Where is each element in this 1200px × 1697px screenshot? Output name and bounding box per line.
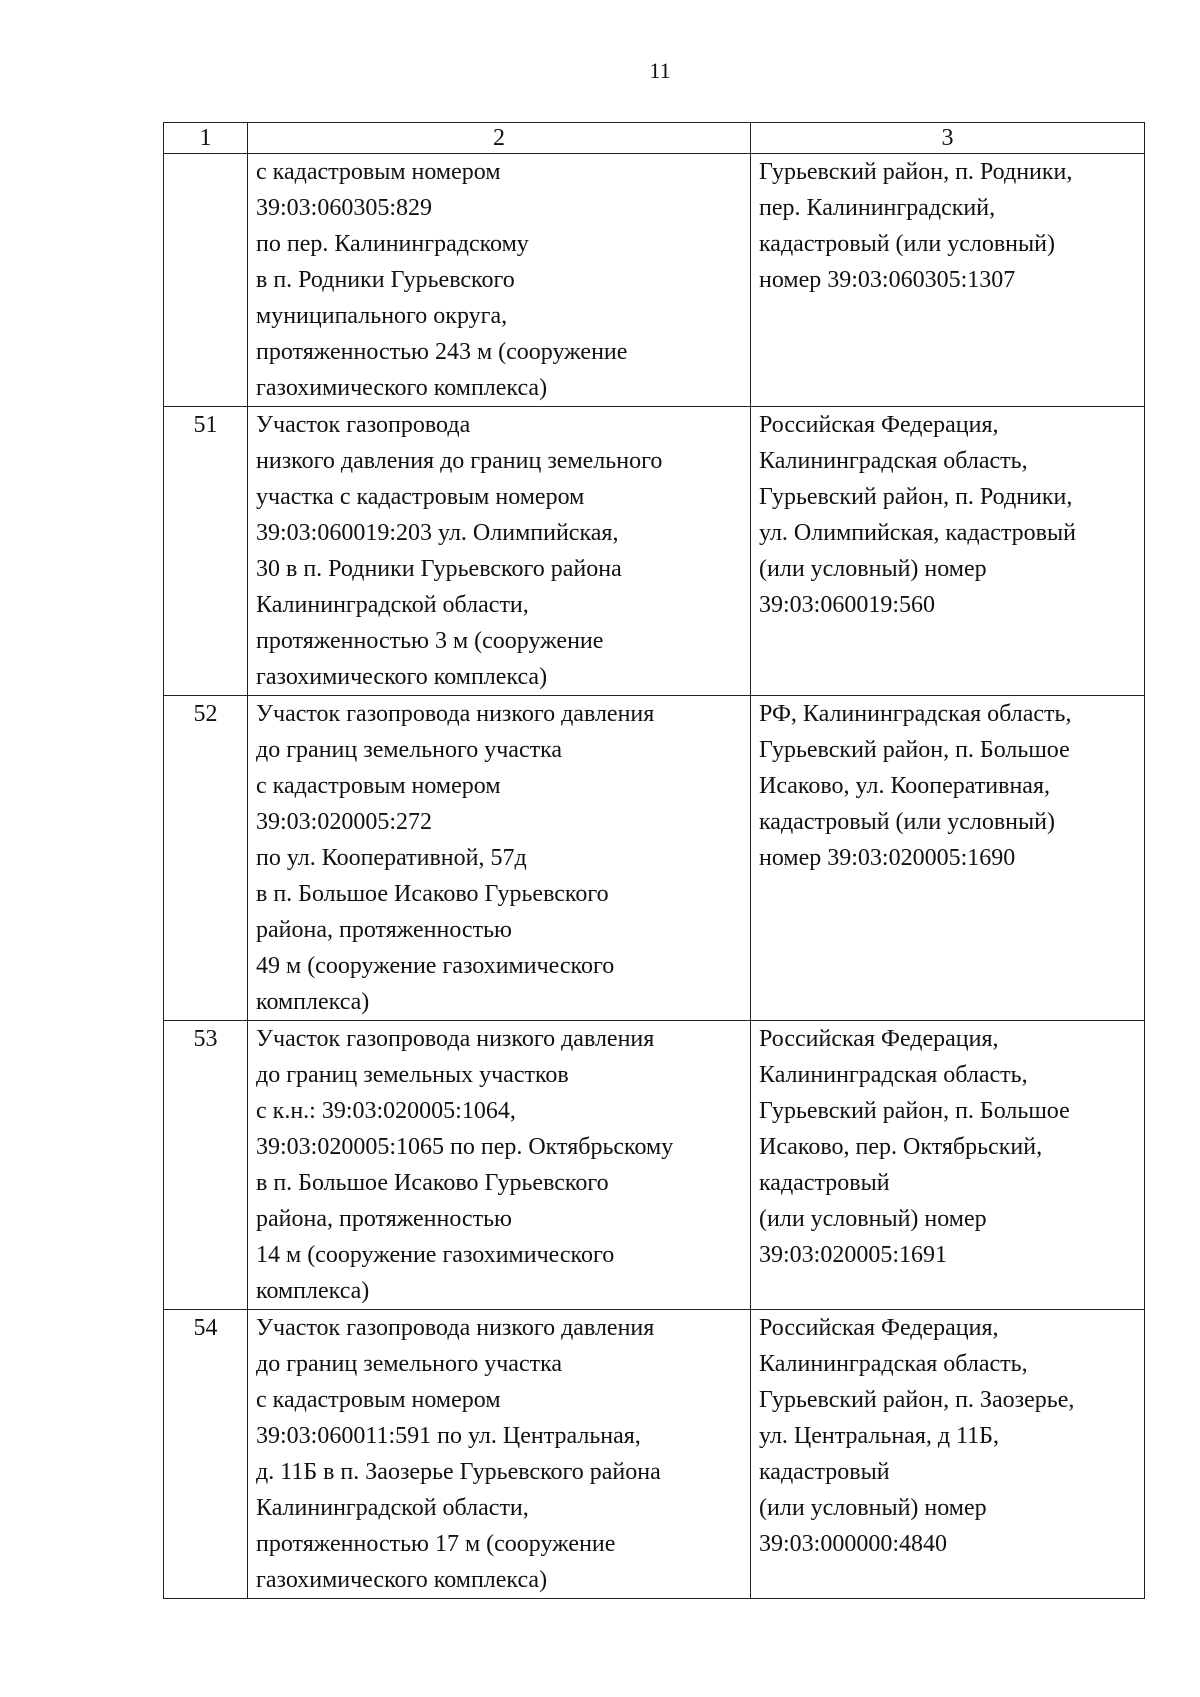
- row-description: Участок газопровода низкого давления до границ земельного участка с кадастровым номером 39:03:060019:203 ул. Олимпийская, 30 в п. Родники Гурьевского района Калининградской области, протяженностью 3 м (сооружение газохимического комплекса): [248, 407, 751, 696]
- row-address: РФ, Калининградская область, Гурьевский район, п. Большое Исаково, ул. Кооперативная, кадастровый (или условный) номер 39:03:020005:1690: [751, 696, 1145, 1021]
- table-header-row: [164, 123, 1145, 154]
- table-row: [164, 1310, 1145, 1599]
- row-description: Участок газопровода низкого давления до границ земельного участка с кадастровым номером 39:03:020005:272 по ул. Кооперативной, 57д в п. Большое Исаково Гурьевского района, протяженностью 49 м (сооружение газохимического комплекса): [248, 696, 751, 1021]
- row-number: 51: [164, 407, 248, 696]
- column-header-description: 2: [248, 123, 751, 154]
- table-row: [164, 154, 1145, 407]
- row-description: с кадастровым номером 39:03:060305:829 по пер. Калининградскому в п. Родники Гурьевского муниципального округа, протяженностью 243 м (сооружение газохимического комплекса): [248, 154, 751, 407]
- column-header-number: 1: [164, 123, 248, 154]
- row-description: Участок газопровода низкого давления до границ земельных участков с к.н.: 39:03:020005:1064, 39:03:020005:1065 по пер. Октябрьскому в п. Большое Исаково Гурьевского района, протяженностью 14 м (сооружение газохимического комплекса): [248, 1021, 751, 1310]
- row-address: Гурьевский район, п. Родники, пер. Калининградский, кадастровый (или условный) номер 39:03:060305:1307: [751, 154, 1145, 407]
- row-address: Российская Федерация, Калининградская область, Гурьевский район, п. Заозерье, ул. Центральная, д 11Б, кадастровый (или условный) номер 39:03:000000:4840: [751, 1310, 1145, 1599]
- row-number: 54: [164, 1310, 248, 1599]
- page-number: 11: [649, 58, 671, 83]
- table-row: [164, 407, 1145, 696]
- row-address: Российская Федерация, Калининградская область, Гурьевский район, п. Родники, ул. Олимпийская, кадастровый (или условный) номер 39:03:060019:560: [751, 407, 1145, 696]
- column-header-address: 3: [751, 123, 1145, 154]
- row-address: Российская Федерация, Калининградская область, Гурьевский район, п. Большое Исаково, пер. Октябрьский, кадастровый (или условный) номер 39:03:020005:1691: [751, 1021, 1145, 1310]
- row-description: Участок газопровода низкого давления до границ земельного участка с кадастровым номером 39:03:060011:591 по ул. Центральная, д. 11Б в п. Заозерье Гурьевского района Калининградской области, протяженностью 17 м (сооружение газохимического комплекса): [248, 1310, 751, 1599]
- table-row: [164, 1021, 1145, 1310]
- row-number: [164, 154, 248, 407]
- registry-table: [163, 122, 1145, 1599]
- row-number: 53: [164, 1021, 248, 1310]
- table-row: [164, 696, 1145, 1021]
- row-number: 52: [164, 696, 248, 1021]
